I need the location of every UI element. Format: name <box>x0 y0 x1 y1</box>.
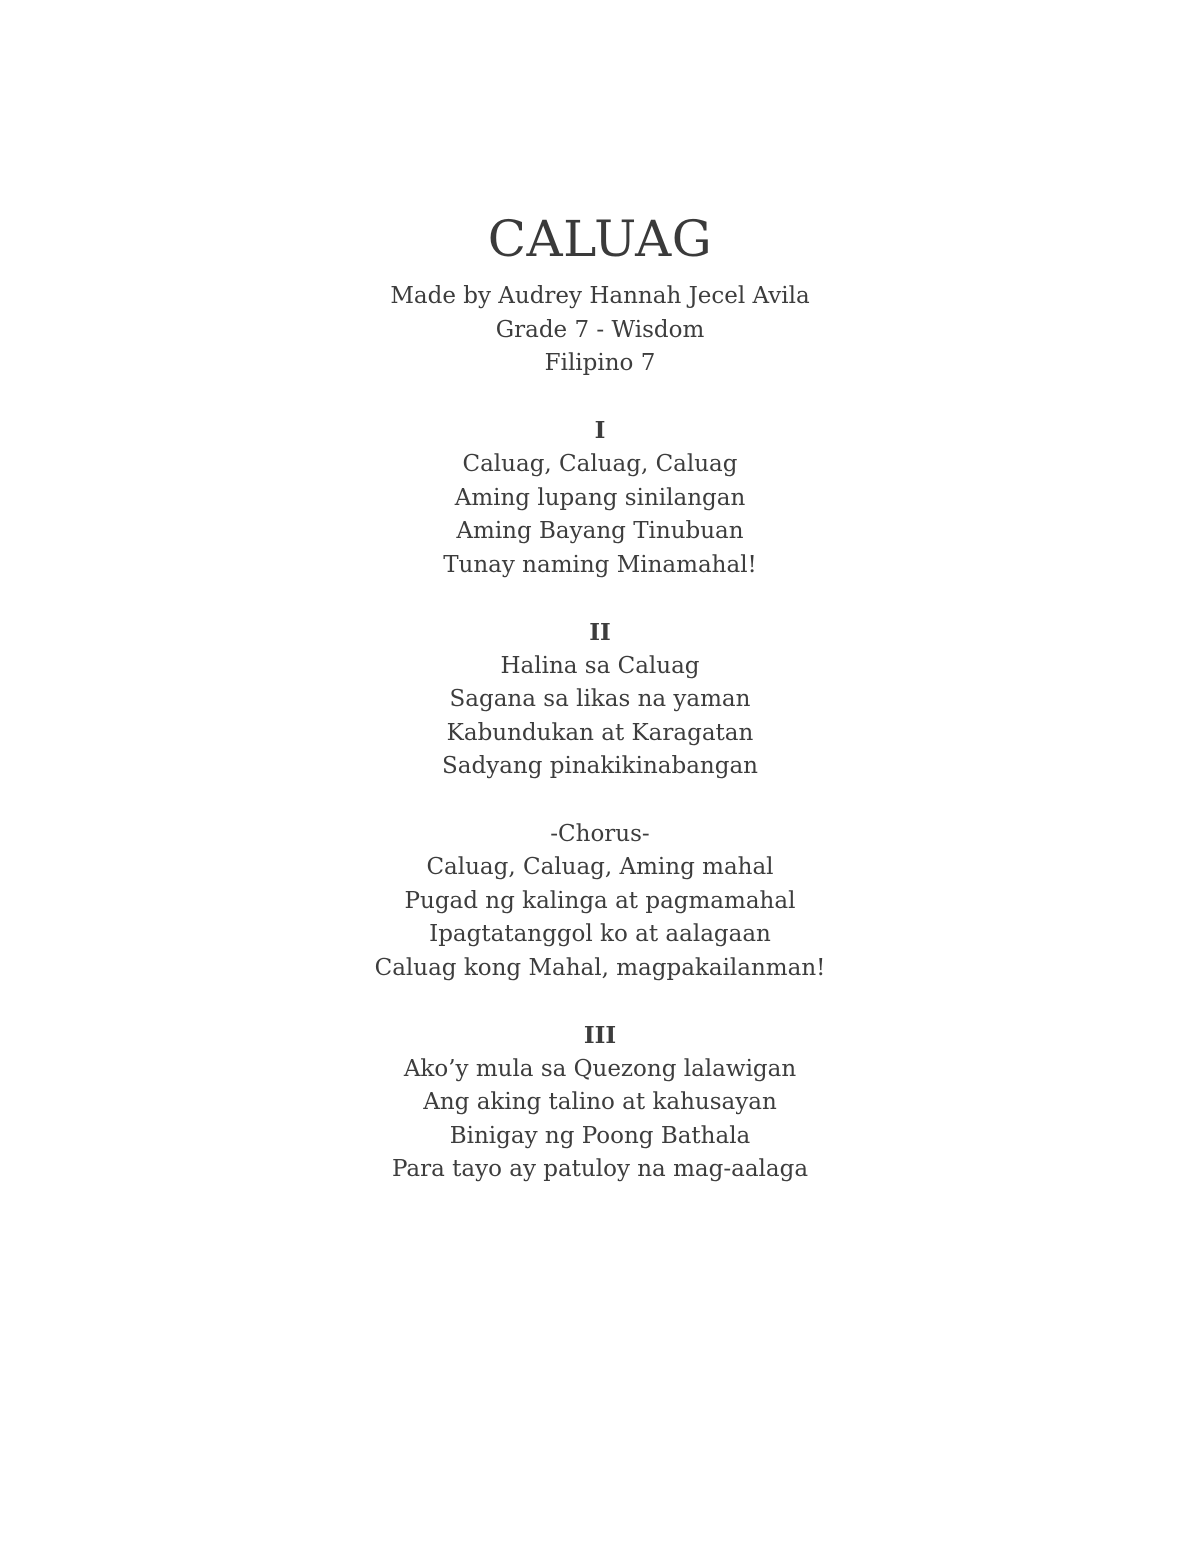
page-title: CALUAG <box>487 210 713 268</box>
stanza-line: Aming lupang sinilangan <box>454 484 746 511</box>
subject-line: Filipino 7 <box>544 350 656 377</box>
chorus <box>0 818 1200 986</box>
stanza-label: I <box>594 417 606 445</box>
stanza-line: Aming Bayang Tinubuan <box>456 518 744 545</box>
stanza-line: Sagana sa likas na yaman <box>449 686 751 713</box>
stanza-label: II <box>589 618 611 646</box>
chorus-line: Ipagtatanggol ko at aalagaan <box>429 921 771 948</box>
stanza-line: Caluag, Caluag, Caluag <box>462 450 738 477</box>
byline <box>0 280 1200 381</box>
stanza-line: Halina sa Caluag <box>500 652 700 679</box>
author-line: Made by Audrey Hannah Jecel Avila <box>390 283 810 309</box>
stanza-line: Ang aking talino at kahusayan <box>423 1089 777 1116</box>
stanza-line: Tunay naming Minamahal! <box>443 551 757 578</box>
chorus-label: -Chorus- <box>550 820 650 847</box>
chorus-line: Pugad ng kalinga at pagmamahal <box>404 887 796 914</box>
grade-section-line: Grade 7 - Wisdom <box>495 316 705 343</box>
chorus-line: Caluag, Caluag, Aming mahal <box>426 854 774 881</box>
stanza-line: Ako’y mula sa Quezong lalawigan <box>403 1055 797 1082</box>
stanza-line: Sadyang pinakikinabangan <box>442 753 758 780</box>
stanza-label: III <box>583 1022 617 1050</box>
stanza-3 <box>0 1019 1200 1187</box>
stanza-1 <box>0 414 1200 582</box>
stanza-2 <box>0 616 1200 784</box>
stanza-line: Kabundukan at Karagatan <box>446 719 754 746</box>
chorus-line: Caluag kong Mahal, magpakailanman! <box>374 954 826 981</box>
stanza-line: Para tayo ay patuloy na mag-aalaga <box>391 1156 809 1183</box>
poem-content <box>0 208 1200 1187</box>
stanza-line: Binigay ng Poong Bathala <box>449 1122 751 1149</box>
